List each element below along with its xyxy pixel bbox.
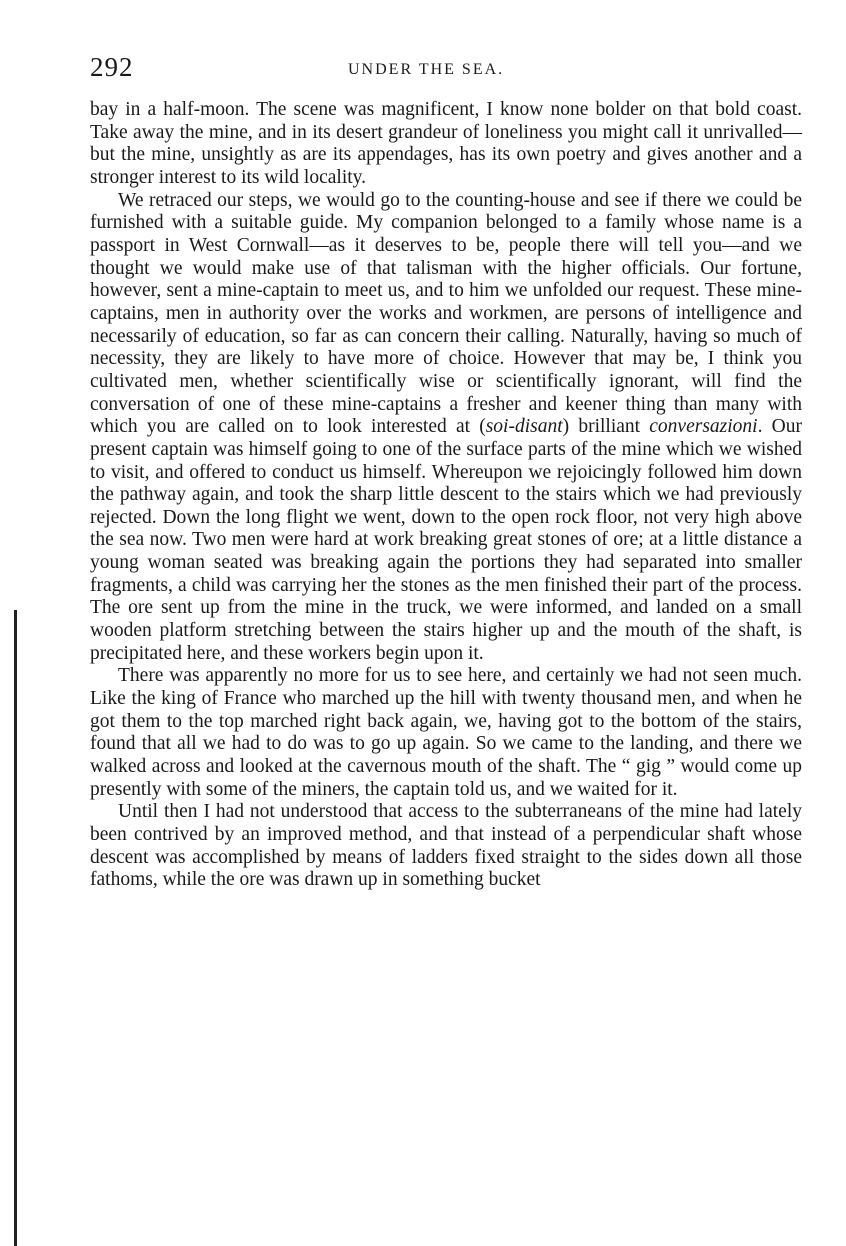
paragraph-4 <box>90 801 802 892</box>
page-header <box>90 52 790 88</box>
paragraph-text: bay in a half-moon. The scene was magnificent, I know none bolder on that bold coast. Take away the mine, and in its desert grandeur of loneliness you might call it unrivalled—but the mine, unsightly as are its appendages, has its own poetry and gives another and a stronger interest to its wild locality. <box>90 99 802 188</box>
page-number: 292 <box>90 52 134 82</box>
body-text <box>90 99 802 892</box>
paragraph-1 <box>90 99 802 190</box>
italic-phrase-conversazioni: conversazioni <box>649 416 758 438</box>
running-title: UNDER THE SEA. <box>348 61 505 78</box>
margin-rule <box>14 610 17 1246</box>
italic-phrase-soi-disant: soi-disant <box>485 416 563 438</box>
paragraph-text: . Our present captain was himself going to one of the surface parts of the mine which we wished to visit, and offered to conduct us himself. Whereupon we rejoicingly followed him down the pathway again, and took the sharp little descent to the stairs which we had previously rejected. Down the long flight we went, down to the open rock floor, not very high above the sea now. Two men were hard at work breaking great stones of ore; at a little distance a young woman seated was breaking again the portions they had separated into smaller fragments, a child was carrying her the stones as the men finished their part of the process. The ore sent up from the mine in the truck, we were informed, and landed on a small wooden platform stretching between the stairs higher up and the mouth of the shaft, is precipitated here, and these workers begin upon it. <box>90 416 803 664</box>
paragraph-text: There was apparently no more for us to see here, and certainly we had not seen much. Like the king of France who marched up the hill with twenty thousand men, and when he got them to the top marched right back again, we, having got to the bottom of the stairs, found that all we had to do was to go up again. So we came to the landing, and there we walked across and looked at the cavernous mouth of the shaft. The “ gig ” would come up presently with some of the miners, the captain told us, and we waited for it. <box>90 665 802 800</box>
paragraph-text: Until then I had not understood that access to the subterraneans of the mine had lately been contrived by an improved method, and that instead of a perpendicular shaft whose descent was accomplished by means of ladders fixed straight to the sides down all those fathoms, while the ore was drawn up in something bucket <box>90 801 802 891</box>
paragraph-text: We retraced our steps, we would go to the counting-house and see if there we could be furnished with a suitable guide. My companion belonged to a family whose name is a passport in West Cornwall—as it deserves to be, people there will tell you—and we thought we would make use of that talisman with the higher officials. Our fortune, however, sent a mine-captain to meet us, and to him we unfolded our request. These mine-captains, men in authority over the works and workmen, are persons of intelligence and necessarily of education, so far as can concern their calling. Naturally, having so much of necessity, they are likely to have more of choice. However that may be, I think you cultivated men, whether scientifically wise or scientifically ignorant, will find the conversation of one of these mine-captains a fresher and keener thing than many with which you are called on to look interested at ( <box>90 189 802 438</box>
paragraph-text: ) brilliant <box>562 416 650 438</box>
paragraph-3 <box>90 665 802 801</box>
paragraph-2 <box>90 190 802 666</box>
